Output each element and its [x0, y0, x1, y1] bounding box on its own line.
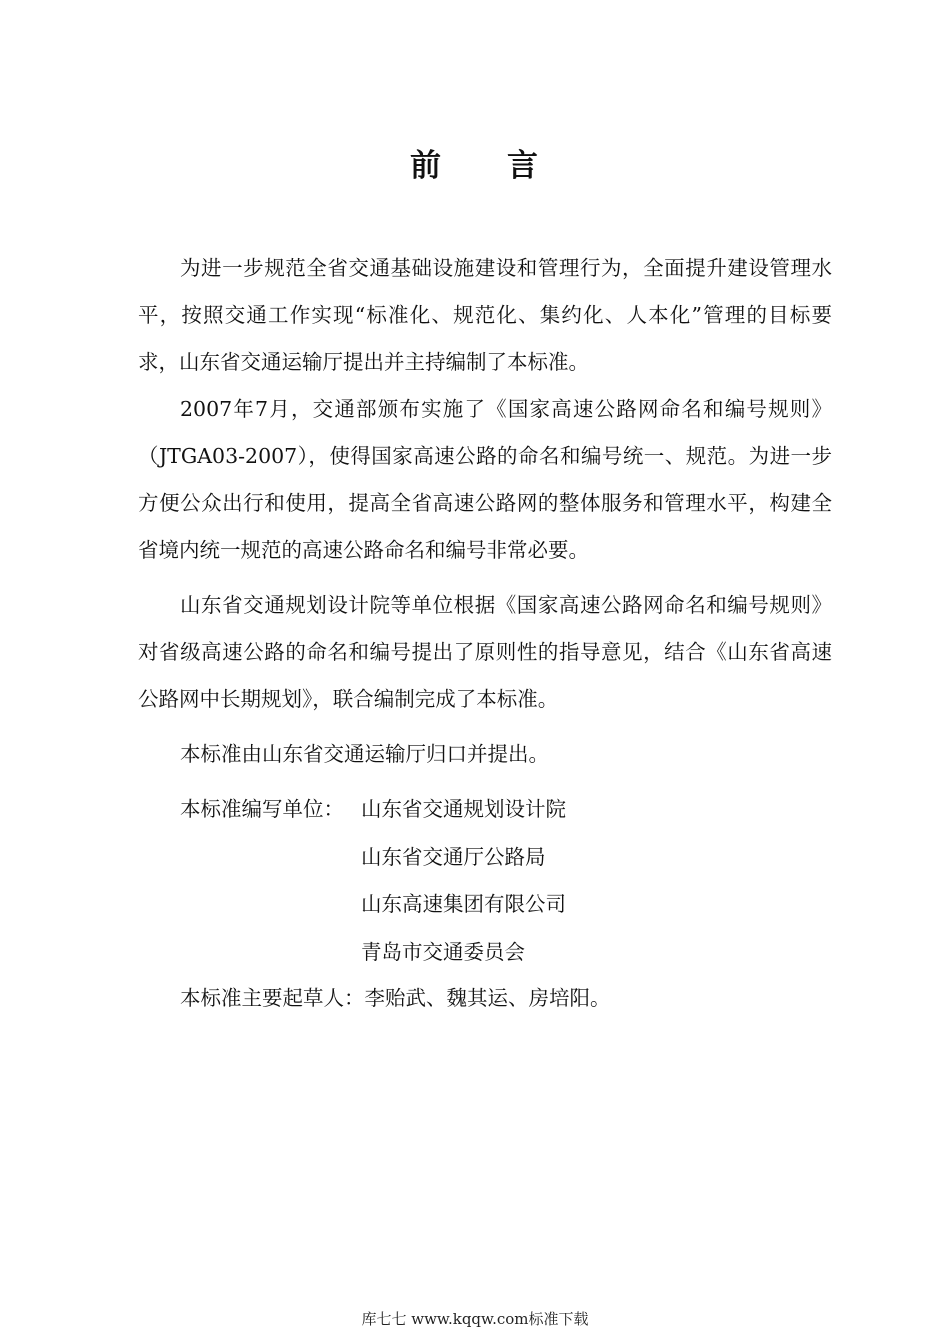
drafting-units-label: 本标准编写单位：	[180, 797, 344, 821]
page-title	[0, 140, 950, 185]
drafting-unit-4: 青岛市交通委员会	[361, 940, 525, 964]
page-title-part1: 前	[410, 148, 443, 184]
drafters-line	[180, 984, 611, 1012]
drafting-unit-2: 山东省交通厅公路局	[361, 845, 546, 869]
page-title-part2: 言	[507, 148, 540, 184]
paragraph-intro: 为进一步规范全省交通基础设施建设和管理行为，全面提升建设管理水平，按照交通工作实现“标准化、规范化、集约化、人本化”管理的目标要求，山东省交通运输厅提出并主持编制了本标准。	[138, 256, 832, 374]
paragraph-compilation: 山东省交通规划设计院等单位根据《国家高速公路网命名和编号规则》对省级高速公路的命名和编号提出了原则性的指导意见，结合《山东省高速公路网中长期规划》，联合编制完成了本标准。	[138, 593, 832, 711]
drafting-unit-1: 山东省交通规划设计院	[361, 797, 566, 821]
footer-watermark: 库七七 www.kqqw.com标准下载	[361, 1310, 589, 1328]
drafting-unit-3: 山东高速集团有限公司	[361, 892, 566, 916]
paragraph-background: 2007年7月，交通部颁布实施了《国家高速公路网命名和编号规则》（JTGA03-2007），使得国家高速公路的命名和编号统一、规范。为进一步方便公众出行和使用，提高全省高速公路网的整体服务和管理水平，构建全省境内统一规范的高速公路命名和编号非常必要。	[138, 397, 832, 562]
drafters-label: 本标准主要起草人：	[180, 986, 365, 1010]
responsible-statement: 本标准由山东省交通运输厅归口并提出。	[180, 742, 549, 766]
drafters-names: 李贻武、魏其运、房培阳。	[364, 986, 611, 1010]
